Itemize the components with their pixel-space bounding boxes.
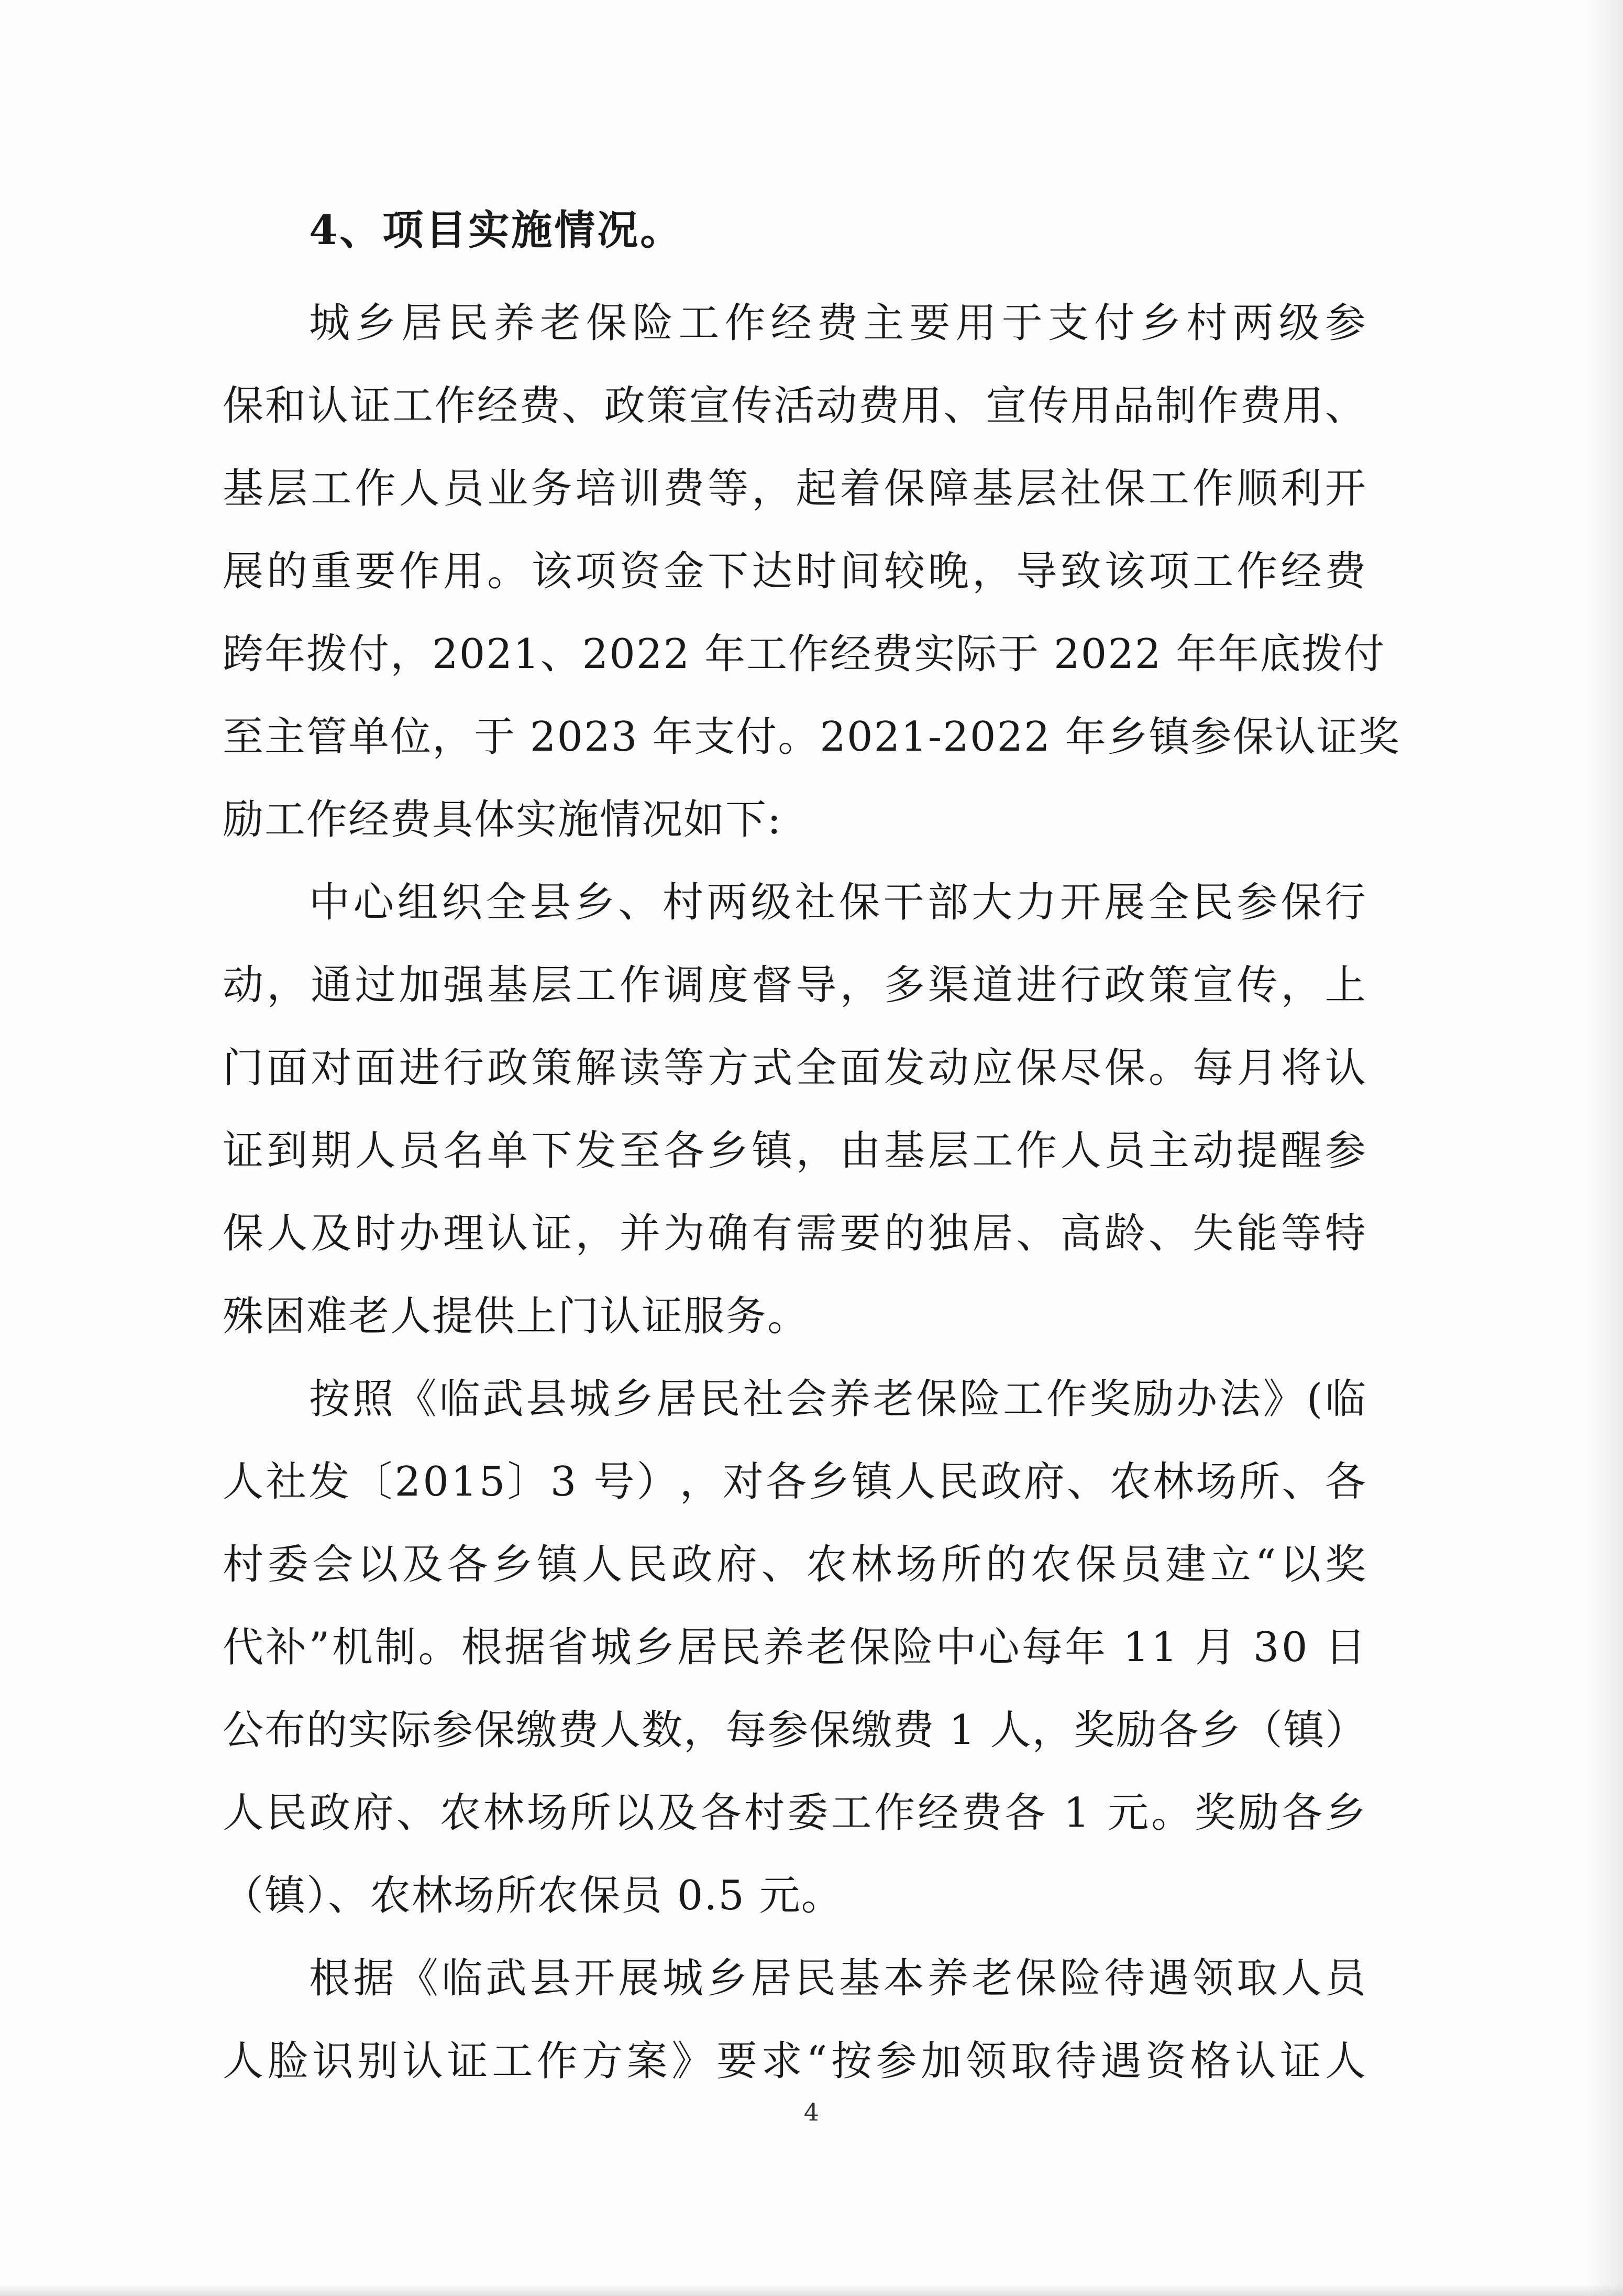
text-line: 保 和 认 证 工 作 经 费 、 政 策 宣 传 活 动 费 用 、 宣 传 用 品 制 作 费 用 、 — [223, 382, 1367, 430]
scan-shadow-right — [1586, 0, 1623, 2296]
text-line: 城 乡 居 民 养 老 保 险 工 作 经 费 主 要 用 于 支 付 乡 村 两 级 参 — [309, 300, 1367, 347]
paragraph-funding-purpose — [223, 282, 1400, 861]
scan-shadow-bottom — [0, 2284, 1623, 2296]
text-line: 按 照 《 临 武 县 城 乡 居 民 社 会 养 老 保 险 工 作 奖 励 办 法 》 ( 临 — [309, 1376, 1367, 1423]
text-line: 跨 年 拨 付 ， 2 0 2 1 、 2 0 2 2 年 工 作 经 费 实 际 于 2 0 2 2 年 年 底 拨 付 — [223, 631, 1386, 678]
text-line: 励工作经费具体实施情况如下: — [223, 796, 782, 843]
paragraph-face-recognition — [223, 1937, 1367, 2103]
text-line: 基 层 工 作 人 员 业 务 培 训 费 等 ， 起 着 保 障 基 层 社 保 工 作 顺 利 开 — [223, 465, 1367, 512]
text-line: 公 布 的 实 际 参 保 缴 费 人 数 ， 每 参 保 缴 费 1 人 ， 奖 励 各 乡 （ 镇 ） — [223, 1707, 1367, 1754]
text-line: 保 人 及 时 办 理 认 证 ， 并 为 确 有 需 要 的 独 居 、 高 龄 、 失 能 等 特 — [223, 1210, 1367, 1257]
text-line: 人 社 发 〔 2 0 1 5 〕 3 号 ） ， 对 各 乡 镇 人 民 政 府 、 农 林 场 所 、 各 — [223, 1458, 1367, 1506]
paragraph-center-actions — [223, 861, 1367, 1358]
text-line: 殊困难老人提供上门认证服务。 — [223, 1293, 810, 1340]
text-line: 证 到 期 人 员 名 单 下 发 至 各 乡 镇 ， 由 基 层 工 作 人 员 主 动 提 醒 参 — [223, 1127, 1367, 1174]
section-heading: 4、项目实施情况。 — [309, 206, 683, 254]
text-line: 门 面 对 面 进 行 政 策 解 读 等 方 式 全 面 发 动 应 保 尽 保 。 每 月 将 认 — [223, 1045, 1367, 1092]
text-line: 动 ， 通 过 加 强 基 层 工 作 调 度 督 导 ， 多 渠 道 进 行 政 策 宣 传 ， 上 — [223, 962, 1367, 1009]
text-line: 根 据 《 临 武 县 开 展 城 乡 居 民 基 本 养 老 保 险 待 遇 领 取 人 员 — [309, 1955, 1367, 2002]
text-line: 至 主 管 单 位 ， 于 2 0 2 3 年 支 付 。 2 0 2 1 - 2 0 2 2 年 乡 镇 参 保 认 证 奖 — [223, 713, 1400, 761]
text-line: 中 心 组 织 全 县 乡 、 村 两 级 社 保 干 部 大 力 开 展 全 民 参 保 行 — [309, 879, 1367, 926]
paragraph-reward-rules — [223, 1358, 1367, 1937]
text-line: 村 委 会 以 及 各 乡 镇 人 民 政 府 、 农 林 场 所 的 农 保 员 建 立 “ 以 奖 — [223, 1541, 1367, 1588]
text-line: （镇）、农林场所农保员 0.5 元。 — [223, 1872, 843, 1919]
text-line: 展 的 重 要 作 用 。 该 项 资 金 下 达 时 间 较 晚 ， 导 致 该 项 工 作 经 费 — [223, 548, 1367, 595]
text-line: 人 民 政 府 、 农 林 场 所 以 及 各 村 委 工 作 经 费 各 1 元 。 奖 励 各 乡 — [223, 1789, 1367, 1837]
text-line: 人 脸 识 别 认 证 工 作 方 案 》 要 求 “ 按 参 加 领 取 待 遇 资 格 认 证 人 — [223, 2038, 1367, 2085]
body-text — [223, 199, 1400, 2103]
page-number: 4 — [803, 2098, 820, 2126]
text-line: 代 补 ” 机 制 。 根 据 省 城 乡 居 民 养 老 保 险 中 心 每 年 1 1 月 3 0 日 — [223, 1624, 1367, 1671]
